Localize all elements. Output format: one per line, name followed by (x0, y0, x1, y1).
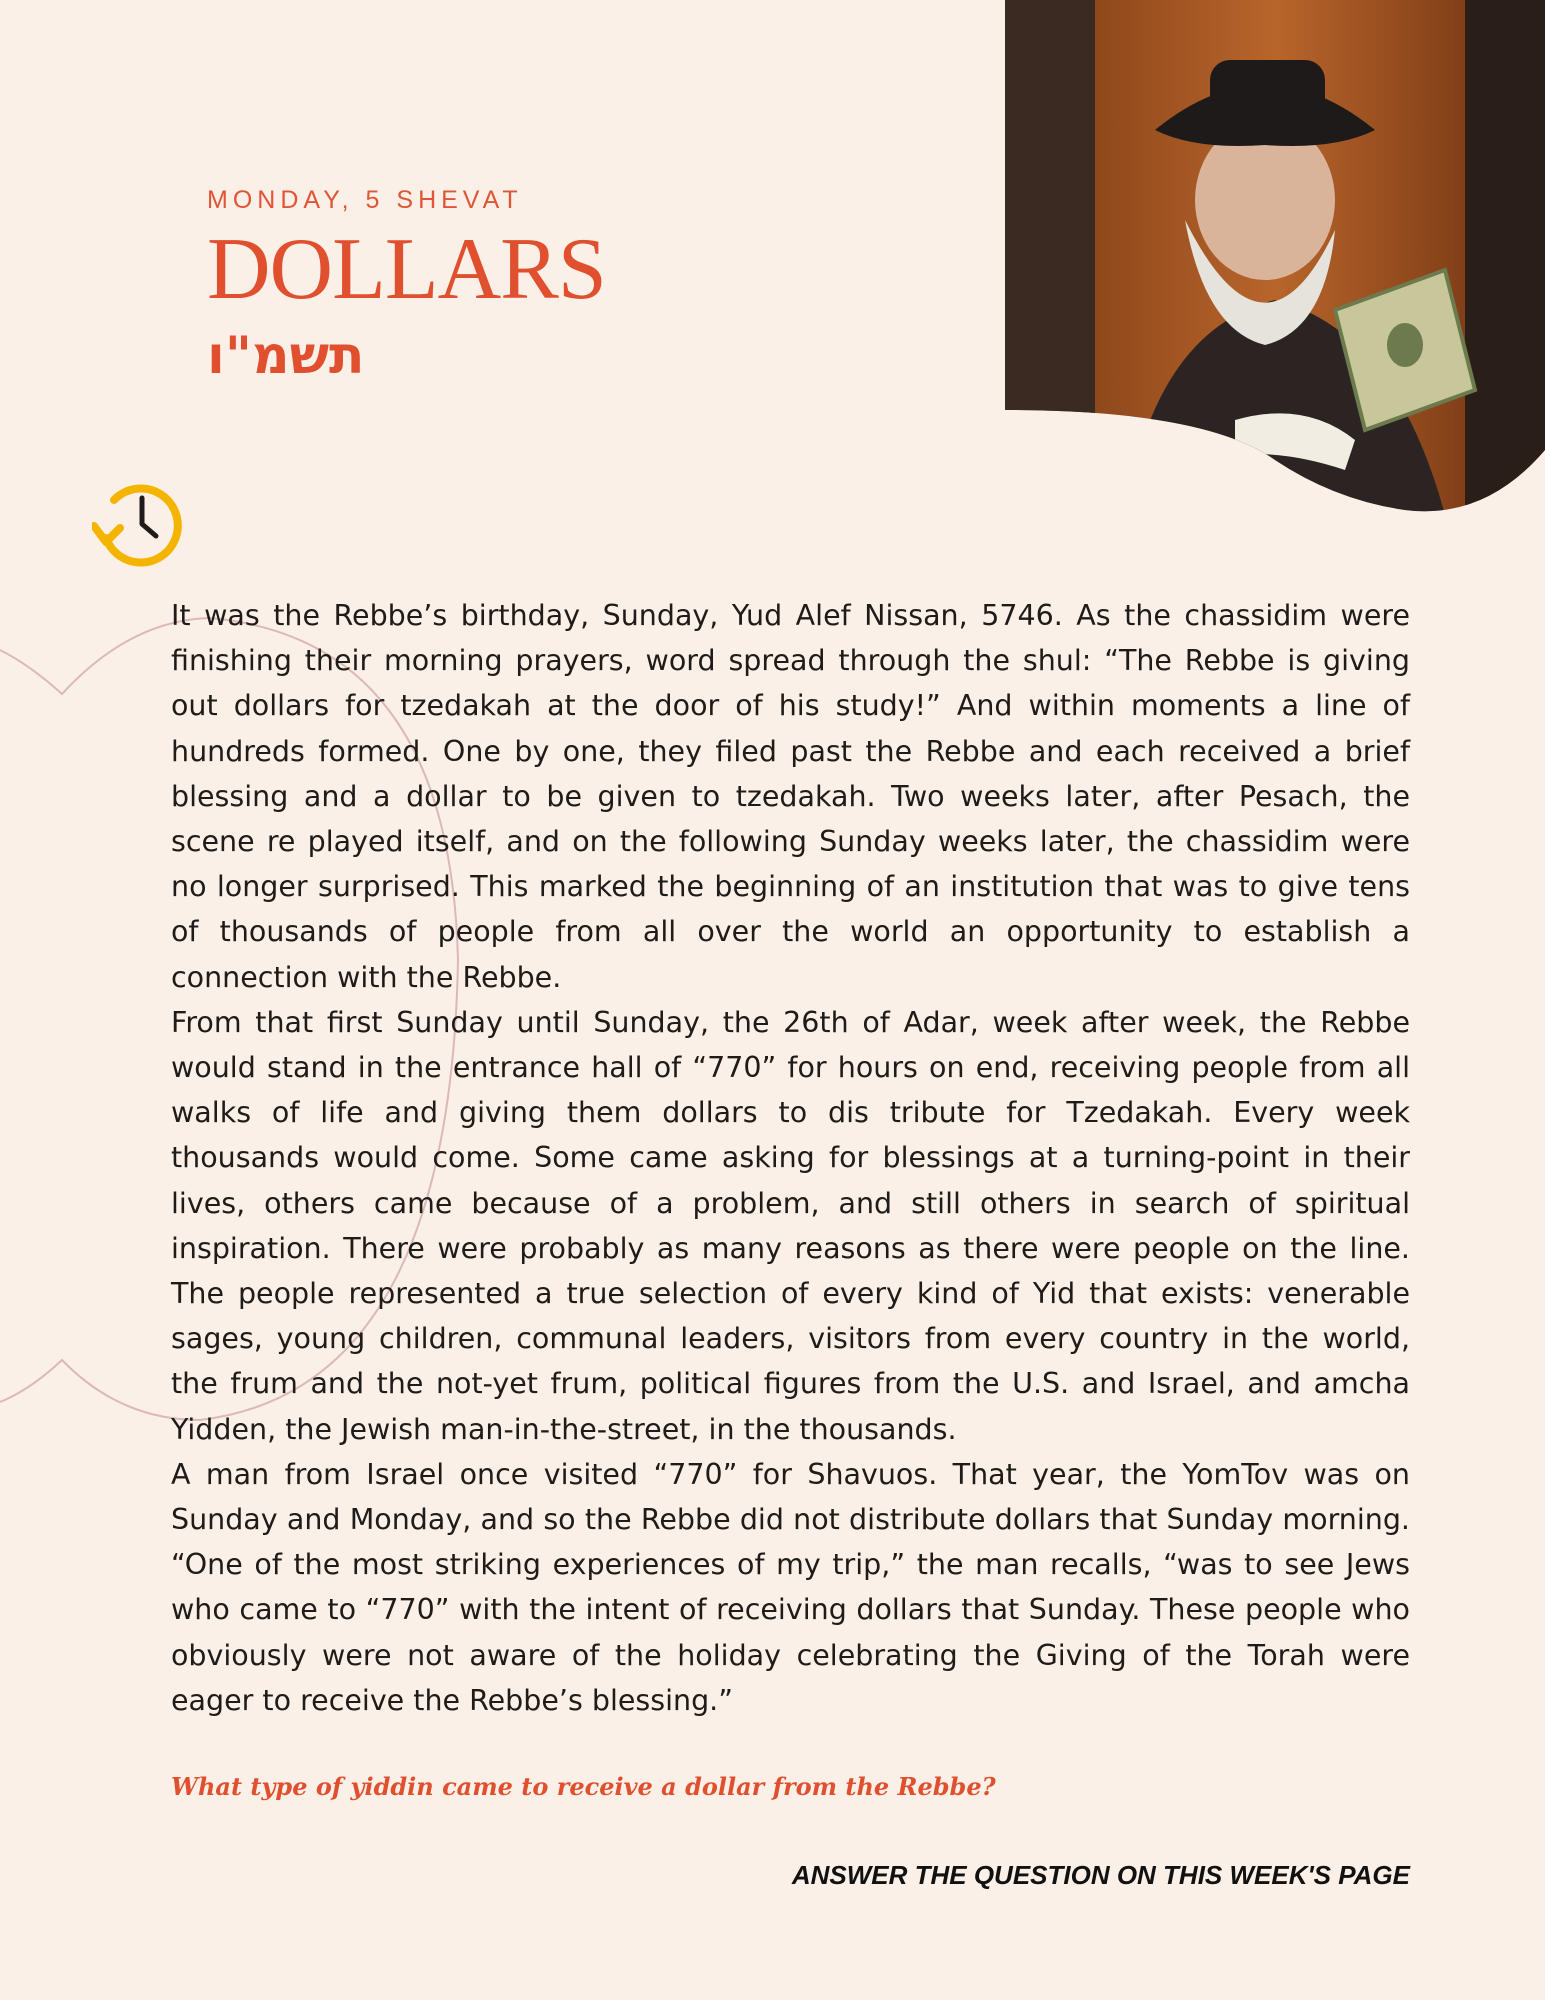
article-body (171, 593, 1410, 1723)
answer-instruction: ANSWER THE QUESTION ON THIS WEEK'S PAGE (791, 1860, 1410, 1890)
hebrew-year: תשמ"ו (207, 326, 365, 386)
history-clock-icon (92, 478, 188, 568)
date-label: MONDAY, 5 SHEVAT (207, 186, 523, 214)
page-title: DOLLARS (207, 221, 606, 318)
article-paragraph: From that first Sunday until Sunday, the 26th of Adar, week after week, the Rebbe would stand in the entrance hall of “770” for hours on end, receiving people from all walks of life and giving them dollars to dis tribute for Tzedakah. Every week thousands would come. Some came asking for blessings at a turning-point in their lives, others came because of a problem, and still others in search of spiritual inspiration. There were probably as many reasons as there were people on the line. The people represented a true selection of every kind of Yid that exists: venerable sages, young children, communal leaders, visitors from every country in the world, the frum and the not-yet frum, political figures from the U.S. and Israel, and amcha Yidden, the Jewish man-in-the-street, in the thousands. (171, 1005, 1410, 1446)
article-paragraph: It was the Rebbe’s birthday, Sunday, Yud Alef Nissan, 5746. As the chassidim were finishing their morning prayers, word spread through the shul: “The Rebbe is giving out dollars for tzedakah at the door of his study!” And within moments a line of hundreds formed. One by one, they filed past the Rebbe and each received a brief blessing and a dollar to be given to tzedakah. Two weeks later, after Pesach, the scene re played itself, and on the following Sunday weeks later, the chassidim were no longer surprised. This marked the beginning of an institution that was to give tens of thousands of people from all over the world an opportunity to establish a connection with the Rebbe. (171, 599, 1410, 994)
question-prompt: What type of yiddin came to receive a dollar from the Rebbe? (171, 1772, 996, 1801)
article-paragraph: A man from Israel once visited “770” for Shavuos. That year, the YomTov was on Sunday and Monday, and so the Rebbe did not distribute dollars that Sunday morning. “One of the most striking experiences of my trip,” the man recalls, “was to see Jews who came to “770” with the intent of receiving dollars that Sunday. These people who obviously were not aware of the holiday celebrating the Giving of the Torah were eager to receive the Rebbe’s blessing.” (171, 1457, 1410, 1717)
rebbe-photo (1005, 0, 1545, 515)
